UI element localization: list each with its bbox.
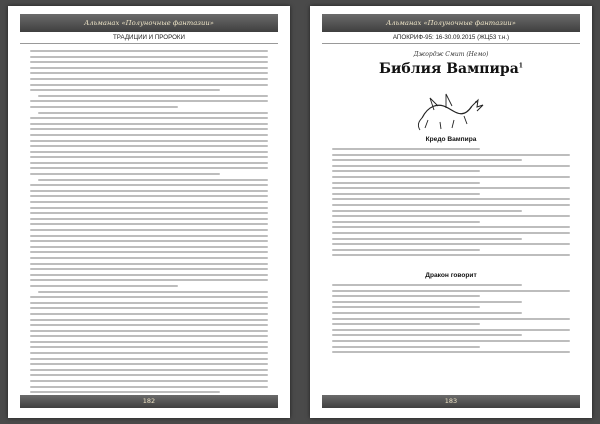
- footnote-marker[interactable]: 1: [518, 62, 523, 70]
- story-title-text: Библия Вампира: [379, 61, 519, 77]
- dragon-illustration-icon: [414, 88, 486, 132]
- page-number: 182: [20, 395, 278, 408]
- story-title: [322, 61, 580, 77]
- body-text-dragon: [332, 284, 570, 357]
- section-title: ТРАДИЦИИ И ПРОРОКИ: [20, 34, 278, 44]
- issue-line: АПОКРИФ-95: 16-30.09.2015 (ЖЦ53 т.н.): [322, 34, 580, 44]
- story-author: Джордж Смит (Немо): [413, 51, 489, 58]
- body-text-creed: [332, 148, 570, 260]
- section-heading: Кредо Вампира: [425, 136, 477, 143]
- running-head: Альманах «Полуночные фантазии»: [20, 14, 278, 32]
- running-head: Альманах «Полуночные фантазии»: [322, 14, 580, 32]
- page-number: 183: [322, 395, 580, 408]
- page-left[interactable]: [8, 6, 290, 418]
- body-text: [30, 50, 268, 397]
- page-right[interactable]: [310, 6, 592, 418]
- section-heading: Дракон говорит: [425, 272, 477, 279]
